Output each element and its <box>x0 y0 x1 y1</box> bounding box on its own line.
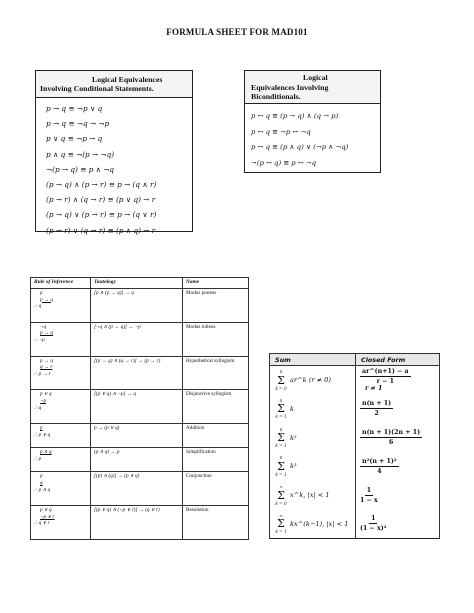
summand: x^k, |x| < 1 <box>290 491 330 500</box>
biconditional-equivalence-list <box>245 104 380 171</box>
equivalence-item: (p → r) ∧ (q → r) ≡ (p ∨ q) → r <box>46 195 156 205</box>
closed-form-cell <box>356 452 440 481</box>
sum-cell <box>270 510 356 539</box>
rule-premises <box>31 289 91 323</box>
upper-limit: ∞ <box>279 512 283 518</box>
table-row <box>31 289 249 323</box>
numerator: 1 <box>371 515 376 523</box>
rule-premises <box>31 424 91 448</box>
rule-premises <box>31 356 91 390</box>
table-header-row <box>31 278 249 289</box>
numerator: n(n + 1)(2n + 1) <box>362 429 421 437</box>
sum-cell <box>270 394 356 423</box>
numerator: n(n + 1) <box>362 400 392 408</box>
rule-name-cell: Modus ponens <box>183 289 249 323</box>
summand: k³ <box>290 462 297 471</box>
rule-premises <box>31 506 91 540</box>
table-row <box>31 506 249 540</box>
conditional-equivalence-list <box>36 98 192 238</box>
premise: p <box>40 290 43 296</box>
table-row <box>31 424 249 448</box>
numerator: 1 <box>366 486 372 494</box>
table-row <box>31 472 249 506</box>
table-row <box>270 394 440 423</box>
closed-form-cell <box>356 423 440 452</box>
column-header-closed-form: Closed Form <box>356 354 440 366</box>
tautology-cell: [(p → q) ∧ (q → r)] → (p → r) <box>91 356 183 390</box>
upper-limit: n <box>279 426 283 432</box>
biconditional-box-title-line1: Logical <box>303 73 328 82</box>
equivalence-item: ¬(p → q) ≡ p ∧ ¬q <box>46 164 115 174</box>
table-row <box>31 322 249 356</box>
rule-name-cell: Addition <box>183 424 249 448</box>
sigma-symbol <box>274 484 288 506</box>
rule-name-cell: Resolution <box>183 506 249 540</box>
rules-of-inference-table <box>30 277 249 540</box>
conditional-equivalences-box <box>35 70 193 235</box>
closed-form-fraction <box>360 429 422 446</box>
sigma-symbol <box>274 427 288 449</box>
column-header-tautology: Tautology <box>91 278 183 289</box>
biconditional-box-title-line2: Equivalences Involving <box>251 82 329 92</box>
upper-limit: n <box>279 455 283 461</box>
premise: p → q <box>40 330 53 337</box>
closed-form-fraction <box>360 400 393 417</box>
premise: ¬q <box>40 323 47 330</box>
conclusion: ∴ q ∨ r <box>34 520 50 527</box>
conclusion: ∴ q <box>34 303 42 310</box>
column-header-sum: Sum <box>270 354 356 366</box>
premise: ¬p ∨ r <box>40 513 55 520</box>
table-row <box>270 423 440 452</box>
sum-cell <box>270 481 356 510</box>
biconditional-box-header <box>245 71 380 104</box>
denominator: 1 − x <box>360 496 378 504</box>
lower-limit: k = 1 <box>275 529 287 535</box>
closed-form-fraction <box>360 487 378 504</box>
table-row <box>270 481 440 510</box>
sum-cell <box>270 423 356 452</box>
conditional-box-header <box>36 71 192 98</box>
sigma-glyph: Σ <box>277 431 285 445</box>
page-title: FORMULA SHEET FOR MAD101 <box>166 27 308 37</box>
tautology-cell: [(p ∨ q) ∧ ¬p] → q <box>91 390 183 424</box>
conclusion: ∴ q <box>34 404 42 411</box>
closed-form-cell <box>356 394 440 423</box>
summand: ar^k <box>290 376 307 385</box>
closed-form-fraction <box>360 368 411 385</box>
sigma-symbol <box>274 369 288 391</box>
premise: q → r <box>40 364 53 371</box>
sigma-glyph: Σ <box>277 488 285 502</box>
equivalence-item: p ∨ q ≡ ¬p → q <box>46 134 103 144</box>
table-row <box>31 448 249 472</box>
table-row <box>270 452 440 481</box>
closed-form-cell <box>356 366 440 395</box>
conclusion: ∴ p <box>34 455 42 462</box>
tautology-cell: [p ∧ (p → q)] → q <box>91 289 183 323</box>
summand-condition: (r ≠ 0) <box>308 376 331 385</box>
premise: q <box>40 479 43 486</box>
tautology-cell: (p ∧ q) → p <box>91 448 183 472</box>
sigma-symbol <box>274 455 288 477</box>
closed-form-condition: r ≠ 1 <box>365 385 383 393</box>
table-row <box>31 390 249 424</box>
sigma-symbol <box>274 513 288 535</box>
conclusion: ∴ p ∨ q <box>34 431 51 438</box>
premise: p <box>40 425 43 432</box>
denominator: r − 1 <box>376 377 394 385</box>
lower-limit: k = 0 <box>275 500 287 506</box>
upper-limit: ∞ <box>279 484 283 490</box>
tautology-cell: p → (p ∨ q) <box>91 424 183 448</box>
closed-form-fraction <box>360 515 387 532</box>
lower-limit: k = 1 <box>275 414 287 420</box>
equivalence-item: (p → q) ∧ (p → r) ≡ p → (q ∧ r) <box>46 179 157 189</box>
sigma-glyph: Σ <box>277 373 285 387</box>
tautology-cell: [¬q ∧ (p → q)] → ¬p <box>91 322 183 356</box>
rule-premises <box>31 472 91 506</box>
biconditional-equivalences-box <box>244 70 381 173</box>
sigma-glyph: Σ <box>277 402 285 416</box>
table-header-row <box>270 354 440 366</box>
upper-limit: n <box>279 397 283 403</box>
numerator: n²(n + 1)² <box>362 457 397 465</box>
equivalence-item: (p → q) ∨ (p → r) ≡ p → (q ∨ r) <box>46 210 157 220</box>
table-row <box>270 510 440 539</box>
tautology-cell: [(p ∨ q) ∧ (¬p ∨ r)] → (q ∨ r) <box>91 506 183 540</box>
closed-form-cell <box>356 481 440 510</box>
tautology-cell: [(p) ∧ (q)] → (p ∧ q) <box>91 472 183 506</box>
equivalence-item: p → q ≡ ¬q → ¬p <box>46 119 110 129</box>
column-header-name: Name <box>183 278 249 289</box>
summand: k² <box>290 433 297 442</box>
premise: p ∨ q <box>40 507 52 514</box>
lower-limit: k = 1 <box>275 443 287 449</box>
rule-name-cell: Modus tollens <box>183 322 249 356</box>
denominator: 6 <box>388 439 394 447</box>
conditional-box-title-line2: Involving Conditional Statements. <box>40 84 154 93</box>
rule-name-cell: Hypothetical syllogism <box>183 356 249 390</box>
upper-limit: n <box>279 369 283 375</box>
closed-form-cell <box>356 510 440 539</box>
rule-name-cell: Disjunctive syllogism <box>183 390 249 424</box>
denominator: 2 <box>374 410 379 418</box>
equivalence-item: p ↔ q ≡ (p → q) ∧ (q → p) <box>251 112 339 120</box>
premise: p → q <box>40 296 53 303</box>
summand: kx^(k−1), |x| < 1 <box>290 519 349 528</box>
closed-form-fraction <box>360 458 399 475</box>
premise: p <box>40 473 43 480</box>
conclusion: ∴ p ∧ q <box>34 486 51 493</box>
premise: p ∧ q <box>40 449 52 456</box>
table-row <box>270 366 440 395</box>
equivalence-item: ¬(p ↔ q) ≡ p ↔ ¬q <box>251 158 317 167</box>
rule-name-cell: Simplification <box>183 448 249 472</box>
equivalence-item: (p → r) ∨ (q → r) ≡ (p ∧ q) → r <box>46 225 156 235</box>
denominator: (1 − x)² <box>360 525 387 533</box>
premise: p ∨ q <box>40 391 52 398</box>
conditional-box-title-line1: Logical Equivalences <box>92 75 163 84</box>
column-header-rule: Rule of Inference <box>31 278 91 289</box>
sum-cell <box>270 452 356 481</box>
premise: p → q <box>40 357 53 364</box>
conclusion: ∴ ¬p <box>34 337 45 343</box>
table-row <box>31 356 249 390</box>
numerator: ar^(n+1) − a <box>362 367 409 375</box>
lower-limit: k = 0 <box>275 385 287 391</box>
rule-premises <box>31 448 91 472</box>
summation-formulas-table <box>269 353 440 539</box>
denominator: 4 <box>377 467 382 475</box>
sigma-symbol <box>274 398 288 420</box>
biconditional-box-title-line3: Biconditionals. <box>251 92 301 101</box>
conclusion: ∴ p → r <box>34 370 51 377</box>
rule-name-cell: Conjunction <box>183 472 249 506</box>
premise: ¬p <box>40 398 47 405</box>
sigma-glyph: Σ <box>277 517 285 531</box>
sigma-glyph: Σ <box>277 459 285 473</box>
equivalence-item: p ∧ q ≡ ¬(p → ¬q) <box>46 149 115 159</box>
lower-limit: k = 1 <box>275 471 287 477</box>
sum-cell <box>270 366 356 395</box>
equivalence-item: p ↔ q ≡ (p ∧ q) ∨ (¬p ∧ ¬q) <box>251 143 349 151</box>
rule-premises <box>31 390 91 424</box>
summand: k <box>290 404 295 413</box>
equivalence-item: p ↔ q ≡ ¬p ↔ ¬q <box>251 127 311 136</box>
rule-premises <box>31 322 91 356</box>
equivalence-item: p → q ≡ ¬p ∨ q <box>46 104 103 113</box>
